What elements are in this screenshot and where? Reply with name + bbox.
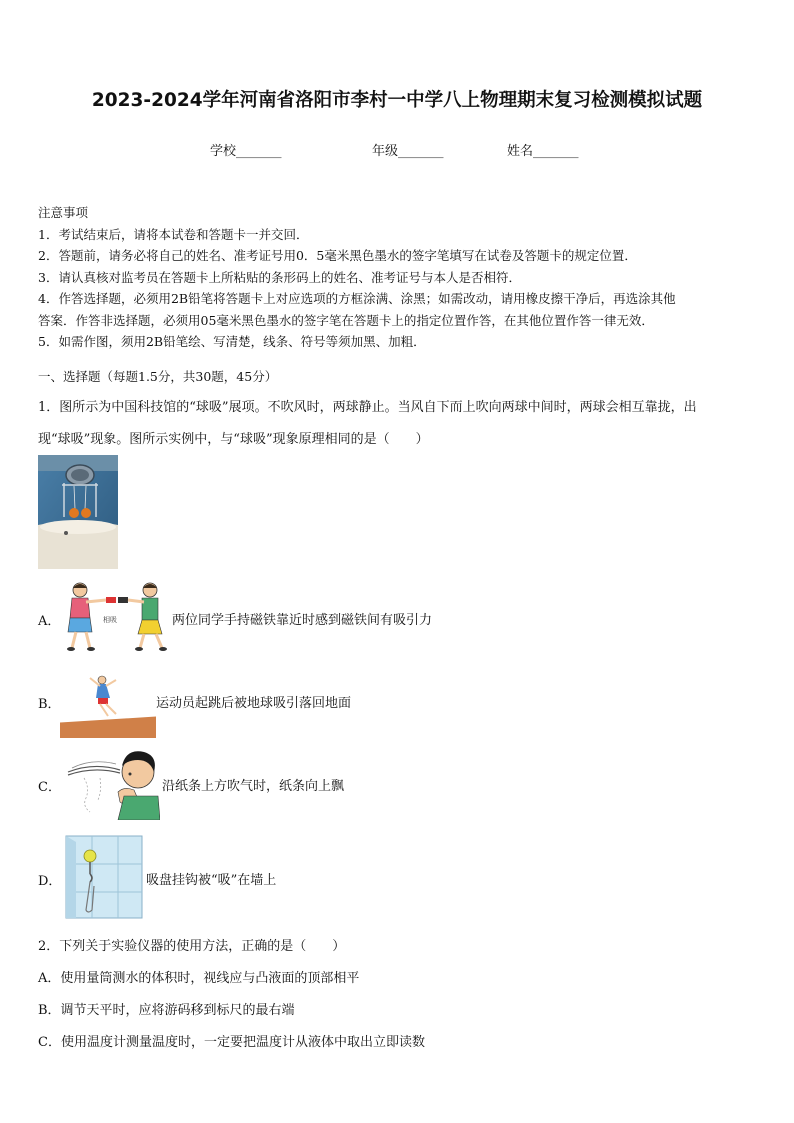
school-blank: _______: [236, 144, 282, 159]
grade-field[interactable]: [372, 140, 444, 159]
notice-item: 4．作答选择题，必须用2B铅笔将答题卡上对应选项的方框涂满、涂黑；如需改动，请用橡皮擦干净后，再选涂其他: [38, 291, 676, 306]
ball-suction-exhibit-image: [38, 455, 118, 569]
q1-option-c-letter[interactable]: C．: [38, 780, 61, 795]
school-field[interactable]: [210, 140, 282, 159]
notice-item: 5．如需作图，须用2B铅笔绘、写清楚，线条、符号等须加黑、加粗．: [38, 334, 426, 349]
notice-block: [38, 202, 758, 353]
q1-stem-line2: 现“球吸”现象。图所示实例中，与“球吸”现象原理相同的是（ ）: [38, 432, 429, 447]
q2-option-b[interactable]: B．调节天平时，应将游码移到标尺的最右端: [38, 1003, 295, 1018]
q1-option-b-letter[interactable]: B．: [38, 697, 61, 712]
grade-blank: _______: [398, 144, 444, 159]
q2-stem: 2．下列关于实验仪器的使用方法，正确的是（ ）: [38, 939, 346, 954]
q1-option-a-letter[interactable]: A．: [38, 614, 61, 629]
q2-option-c[interactable]: C．使用温度计测量温度时，一定要把温度计从液体中取出立即读数: [38, 1035, 425, 1050]
notice-item: 1．考试结束后，请将本试卷和答题卡一并交回．: [38, 226, 309, 242]
blowing-paper-strip-image: [64, 748, 160, 820]
notice-heading: 注意事项: [38, 205, 89, 220]
school-label: 学校: [210, 144, 237, 159]
suction-cup-hook-image: [64, 834, 144, 920]
notice-item: 3．请认真核对监考员在答题卡上所粘贴的条形码上的姓名、准考证号与本人是否相符．: [38, 269, 521, 285]
name-blank: _______: [533, 144, 579, 159]
name-label: 姓名: [507, 144, 534, 159]
magnet-kids-image: [62, 580, 168, 654]
q1-option-a-text: 两位同学手持磁铁靠近时感到磁铁间有吸引力: [172, 613, 433, 628]
grade-label: 年级: [372, 144, 399, 159]
section-heading: 一、选择题（每题1.5分，共30题，45分）: [38, 369, 278, 384]
page-title: 2023-2024学年河南省洛阳市李村一中学八上物理期末复习检测模拟试题: [91, 90, 703, 111]
q1-option-d-text: 吸盘挂钩被“吸”在墙上: [146, 873, 277, 888]
q1-option-b-text: 运动员起跳后被地球吸引落回地面: [156, 696, 352, 711]
long-jump-athlete-image: [60, 672, 156, 738]
notice-item: 2．答题前，请务必将自己的姓名、准考证号用0．5毫米黑色墨水的签字笔填写在试卷及答题卡的规定位置．: [38, 248, 637, 263]
name-field[interactable]: [507, 140, 579, 159]
q1-option-c-text: 沿纸条上方吹气时，纸条向上飘: [162, 779, 345, 794]
q1-option-d-letter[interactable]: D．: [38, 874, 62, 889]
q1-stem-line1: 1．图所示为中国科技馆的“球吸”展项。不吹风时，两球静止。当风自下而上吹向两球中间时，两球会相互靠拢，出: [38, 400, 697, 415]
q2-option-a[interactable]: A．使用量筒测水的体积时，视线应与凸液面的顶部相平: [38, 971, 360, 986]
magnet-label: 相吸: [103, 616, 117, 624]
notice-item: 答案．作答非选择题，必须用05毫米黑色墨水的签字笔在答题卡上的指定位置作答，在其他位置作答一律无效．: [38, 312, 654, 328]
